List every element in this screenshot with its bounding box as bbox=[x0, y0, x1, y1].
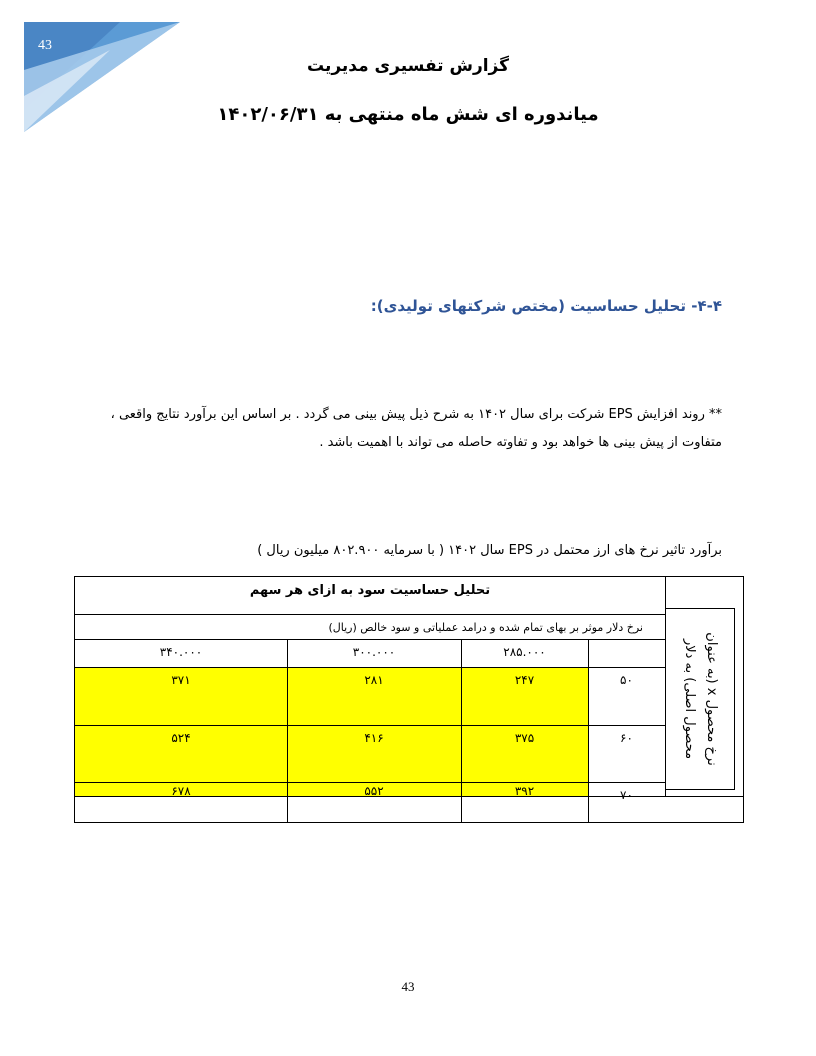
sensitivity-table bbox=[74, 576, 744, 823]
row-rate: ۶۰ bbox=[620, 731, 633, 745]
column-header: ۳۰۰.۰۰۰ bbox=[352, 645, 396, 659]
row-rate: ۷۰ bbox=[620, 788, 633, 802]
side-label-line-2: محصول اصلی) به دلار bbox=[682, 638, 697, 760]
table-cell: ۲۴۷ bbox=[514, 673, 535, 687]
table-cell: ۳۷۵ bbox=[514, 731, 535, 745]
table-cell: ۳۷۱ bbox=[171, 673, 191, 687]
row-rate: ۵۰ bbox=[620, 673, 633, 687]
side-label-box bbox=[665, 608, 735, 790]
table-title: تحلیل حساسیت سود به ازای هر سهم bbox=[249, 583, 491, 598]
report-subtitle: میاندوره ای شش ماه منتهی به ۱۴۰۲/۰۶/۳۱ bbox=[217, 104, 599, 125]
table-cell: ۵۵۲ bbox=[364, 784, 384, 798]
table-cell: ۶۷۸ bbox=[171, 784, 191, 798]
table-subtitle: نرخ دلار موثر بر بهای تمام شده و درامد عملیاتی و سود خالص (ریال) bbox=[328, 621, 643, 634]
column-header: ۳۴۰.۰۰۰ bbox=[159, 645, 203, 659]
section-heading: ۴-۴- تحلیل حساسیت (مختص شرکتهای تولیدی): bbox=[370, 297, 722, 315]
header-page-number: 43 bbox=[38, 38, 52, 53]
table-caption: برآورد تاثیر نرخ های ارز محتمل در EPS سال ۱۴۰۲ ( با سرمایه ۸۰۲.۹۰۰ میلیون ریال ) bbox=[257, 543, 722, 558]
footer-page-number: 43 bbox=[401, 979, 415, 994]
table-cell: ۳۹۲ bbox=[514, 784, 535, 798]
column-header: ۲۸۵.۰۰۰ bbox=[503, 645, 546, 659]
side-label bbox=[678, 632, 722, 765]
report-title: گزارش تفسیری مدیریت bbox=[306, 56, 510, 76]
table-cell: ۲۸۱ bbox=[364, 673, 384, 687]
paragraph-line-2: متفاوت از پیش بینی ها خواهد بود و تفاوته حاصله می تواند با اهمیت باشد . bbox=[319, 435, 722, 450]
table-cell: ۵۲۴ bbox=[171, 731, 191, 745]
side-label-line-1: نرخ محصول x (به عنوان bbox=[704, 632, 719, 766]
paragraph-line-1: ** روند افزایش EPS شرکت برای سال ۱۴۰۲ به شرح ذیل پیش بینی می گردد . بر اساس این برآورد نتایج واقعی ، bbox=[110, 407, 722, 422]
table-cell: ۴۱۶ bbox=[364, 731, 384, 745]
eps-paragraph bbox=[110, 401, 722, 457]
